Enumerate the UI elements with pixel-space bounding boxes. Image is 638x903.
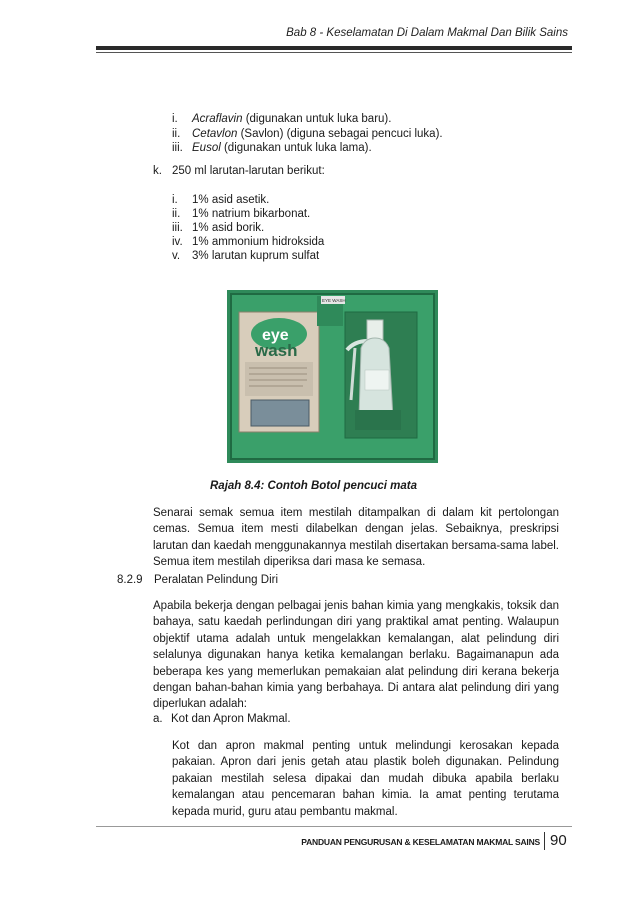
header-rule <box>96 46 572 50</box>
list-text: Eusol (digunakan untuk luka lama). <box>192 142 372 154</box>
section-number: 8.2.9 <box>117 574 143 586</box>
section-title: Peralatan Pelindung Diri <box>154 574 279 586</box>
logo-text-wash: wash <box>255 341 298 360</box>
figure-caption-text: Rajah 8.4: Contoh Botol pencuci mata <box>210 480 418 492</box>
subsection-title: Kot dan Apron Makmal. <box>171 713 291 725</box>
photo-tag: EYE WASH <box>322 298 346 303</box>
list-text: Acraflavin (digunakan untuk luka baru). <box>192 113 392 125</box>
list-number: ii. <box>172 208 181 220</box>
list-number: v. <box>172 250 181 262</box>
footer-title: PANDUAN PENGURUSAN & KESELAMATAN MAKMAL SAINS <box>301 837 540 847</box>
list-number: i. <box>172 194 178 206</box>
running-header: Bab 8 - Keselamatan Di Dalam Makmal Dan Bilik Sains <box>286 27 568 39</box>
logo-text-eye: eye <box>262 327 289 344</box>
list-letter: k. <box>153 165 162 177</box>
list-text: 1% ammonium hidroksida <box>192 236 325 248</box>
paragraph: Apabila bekerja dengan pelbagai jenis bahan kimia yang mengkakis, toksik dan bahaya, satu kaedah perlindungan diri yang praktikal amat penting. Walaupun objektif utama adalah untuk mengelakkan kemalangan, alat pelindung diri selalunya digunakan hanya ketika kemalangan berlaku. Bagaimanapun ada beberapa kes yang memerlukan pemakaian alat pelindung diri kerana bekerja dengan bahan-bahan kimia yang berbahaya. Di antara alat pelindung diri yang diperlukan adalah: <box>153 600 559 711</box>
list-number: ii. <box>172 128 181 140</box>
list-number: iv. <box>172 236 183 248</box>
list-text: 3% larutan kuprum sulfat <box>192 250 320 262</box>
paragraph: Senarai semak semua item mestilah ditampalkan di dalam kit pertolongan cemas. Semua item mesti dilabelkan dengan jelas. Sebaiknya, preskripsi larutan dan kaedah menggunakannya mestilah disertakan bersama-sama label. Semua item mestilah diperiksa dari masa ke semasa. <box>153 507 559 569</box>
list-number: iii. <box>172 142 183 154</box>
list-text: 1% asid asetik. <box>192 194 270 206</box>
list-text: 1% asid borik. <box>192 222 265 234</box>
subsection-letter: a. <box>153 713 163 725</box>
list-text: 250 ml larutan-larutan berikut: <box>172 165 325 177</box>
list-text: 1% natrium bikarbonat. <box>192 208 311 220</box>
page-number: 90 <box>550 832 567 849</box>
header-rule-thin <box>96 52 572 53</box>
footer-separator <box>544 832 545 850</box>
paragraph: Kot dan apron makmal penting untuk melindungi kerosakan kepada pakaian. Apron dari jenis getah atau plastik boleh digunakan. Pelindung pakaian mestilah selesa dipakai dan mudah dibuka apabila berlaku kemalangan atau pencemaran bahan kimia. Ia amat penting terutama kepada murid, guru atau pembantu makmal. <box>172 740 559 818</box>
list-number: iii. <box>172 222 183 234</box>
footer-rule <box>96 826 572 827</box>
eye-wash-station-photo <box>227 290 438 463</box>
list-number: i. <box>172 113 178 125</box>
list-text: Cetavlon (Savlon) (diguna sebagai pencuci luka). <box>192 128 443 140</box>
